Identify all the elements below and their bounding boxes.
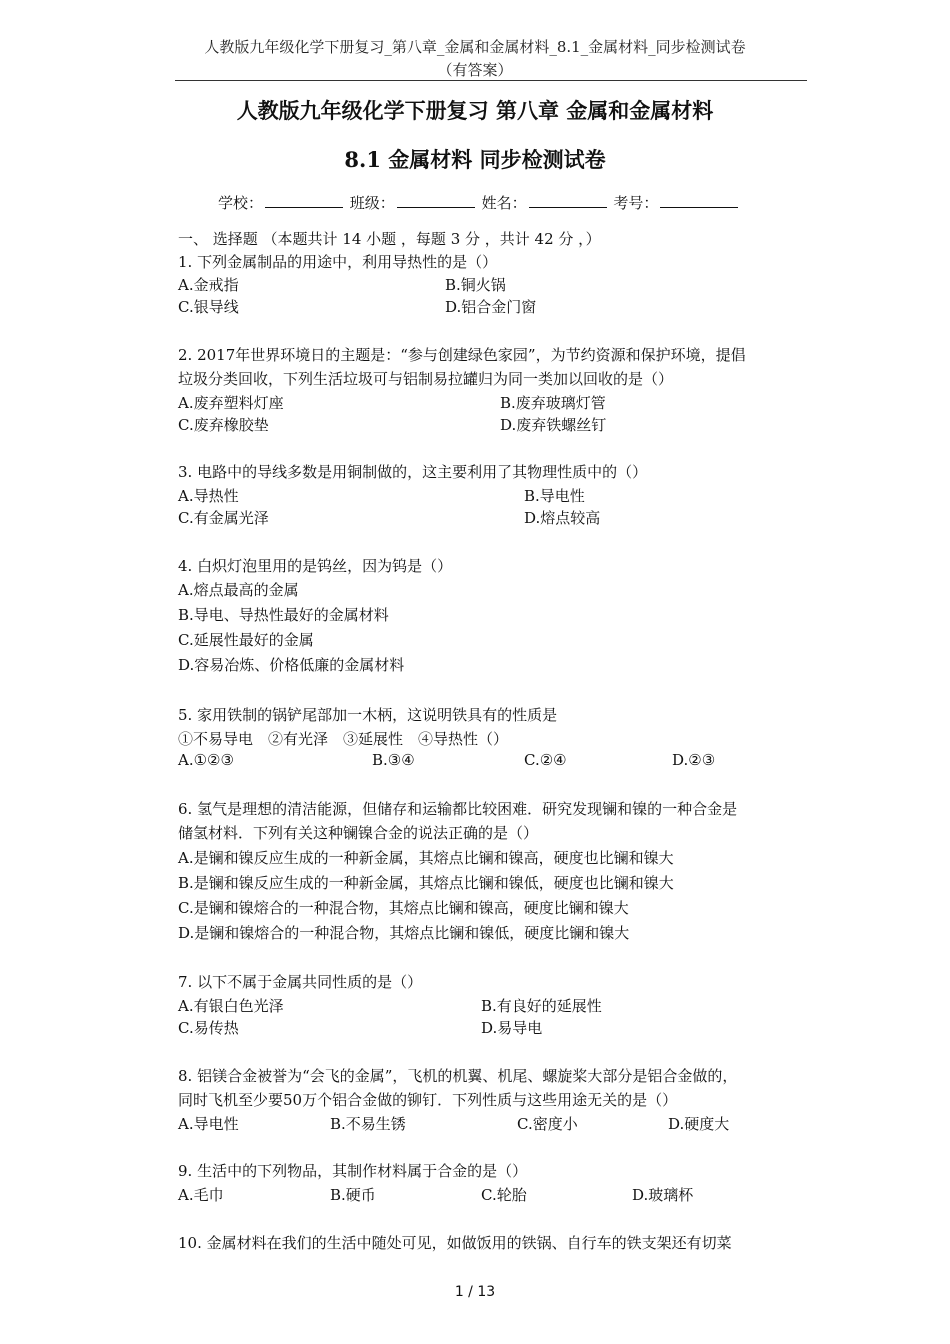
q2-option-c: C.废弃橡胶垫 — [178, 416, 269, 434]
q6-option-c: C.是镧和镍熔合的一种混合物，其熔点比镧和镍高，硬度比镧和镍大 — [178, 899, 629, 917]
q7-option-c: C.易传热 — [178, 1019, 239, 1037]
q4-option-b: B.导电、导热性最好的金属材料 — [178, 606, 389, 624]
question-3-stem: 3. 电路中的导线多数是用铜制做的，这主要利用了其物理性质中的（） — [178, 463, 648, 481]
q8-option-a: A.导电性 — [178, 1115, 239, 1133]
question-1-stem: 1. 下列金属制品的用途中，利用导热性的是（） — [178, 253, 498, 271]
name-label: 姓名： — [481, 194, 527, 212]
question-7-stem: 7. 以下不属于金属共同性质的是（） — [178, 973, 423, 991]
q1-option-c: C.银导线 — [178, 298, 239, 316]
q6-option-a: A.是镧和镍反应生成的一种新金属，其熔点比镧和镍高，硬度也比镧和镍大 — [178, 849, 674, 867]
question-9-stem: 9. 生活中的下列物品，其制作材料属于合金的是（） — [178, 1162, 528, 1180]
question-2-stem-line2: 垃圾分类回收，下列生活垃圾可与铝制易拉罐归为同一类加以回收的是（） — [178, 370, 674, 388]
q9-option-b: B.硬币 — [330, 1186, 376, 1204]
doc-header-line2: （有答案） — [437, 61, 513, 79]
q4-option-d: D.容易冶炼、价格低廉的金属材料 — [178, 656, 405, 674]
q8-option-d: D.硬度大 — [668, 1115, 730, 1133]
q5-option-b: B.③④ — [372, 751, 415, 769]
school-blank — [265, 193, 343, 208]
q6-option-d: D.是镧和镍熔合的一种混合物，其熔点比镧和镍低，硬度比镧和镍大 — [178, 924, 630, 942]
q5-option-d: D.②③ — [672, 751, 716, 769]
q2-option-a: A.废弃塑料灯座 — [178, 394, 284, 412]
q2-option-d: D.废弃铁螺丝钉 — [500, 416, 607, 434]
q3-option-c: C.有金属光泽 — [178, 509, 269, 527]
q4-option-c: C.延展性最好的金属 — [178, 631, 314, 649]
q5-option-a: A.①②③ — [178, 751, 234, 769]
name-blank — [529, 193, 607, 208]
page-title: 人教版九年级化学下册复习 第八章 金属和金属材料 — [236, 98, 714, 123]
question-2-stem-line1: 2. 2017年世界环境日的主题是：“参与创建绿色家园”，为节约资源和保护环境，提倡 — [178, 346, 746, 364]
question-5-stem-line1: 5. 家用铁制的锅铲尾部加一木柄，这说明铁具有的性质是 — [178, 706, 558, 724]
question-10-stem: 10. 金属材料在我们的生活中随处可见，如做饭用的铁锅、自行车的铁支架还有切菜 — [178, 1234, 732, 1252]
q7-option-d: D.易导电 — [481, 1019, 543, 1037]
number-label: 考号： — [613, 194, 659, 212]
question-8-stem-line2: 同时飞机至少要50万个铝合金做的铆钉．下列性质与这些用途无关的是（） — [178, 1091, 678, 1109]
q8-option-b: B.不易生锈 — [330, 1115, 406, 1133]
student-info-row — [218, 192, 740, 213]
question-6-stem-line2: 储氢材料．下列有关这种镧镍合金的说法正确的是（） — [178, 824, 539, 842]
header-divider — [175, 80, 807, 81]
q1-option-b: B.铜火锅 — [445, 276, 506, 294]
q1-option-d: D.铝合金门窗 — [445, 298, 537, 316]
doc-header-line1: 人教版九年级化学下册复习_第八章_金属和金属材料_8.1_金属材料_同步检测试卷 — [204, 38, 746, 56]
q3-option-a: A.导热性 — [178, 487, 239, 505]
number-blank — [660, 193, 738, 208]
q5-option-c: C.②④ — [524, 751, 567, 769]
class-blank — [397, 193, 475, 208]
question-6-stem-line1: 6. 氢气是理想的清洁能源，但储存和运输都比较困难．研究发现镧和镍的一种合金是 — [178, 800, 738, 818]
q7-option-a: A.有银白色光泽 — [178, 997, 284, 1015]
question-8-stem-line1: 8. 铝镁合金被誉为“会飞的金属”，飞机的机翼、机尾、螺旋桨大部分是铝合金做的， — [178, 1067, 738, 1085]
q3-option-b: B.导电性 — [524, 487, 585, 505]
page-number: 1 / 13 — [454, 1284, 496, 1300]
q8-option-c: C.密度小 — [517, 1115, 578, 1133]
question-4-stem: 4. 白炽灯泡里用的是钨丝，因为钨是（） — [178, 557, 453, 575]
school-label: 学校： — [218, 194, 264, 212]
section-heading: 一、 选择题 （本题共计 14 小题 ，每题 3 分 ，共计 42 分 ，） — [178, 230, 601, 248]
q9-option-d: D.玻璃杯 — [632, 1186, 694, 1204]
q6-option-b: B.是镧和镍反应生成的一种新金属，其熔点比镧和镍低，硬度也比镧和镍大 — [178, 874, 674, 892]
question-5-stem-line2: ①不易导电 ②有光泽 ③延展性 ④导热性（） — [178, 730, 509, 748]
q3-option-d: D.熔点较高 — [524, 509, 601, 527]
q9-option-c: C.轮胎 — [481, 1186, 527, 1204]
q9-option-a: A.毛巾 — [178, 1186, 224, 1204]
q7-option-b: B.有良好的延展性 — [481, 997, 602, 1015]
page-subtitle: 8.1 金属材料 同步检测试卷 — [344, 147, 606, 172]
class-label: 班级： — [349, 194, 395, 212]
q4-option-a: A.熔点最高的金属 — [178, 581, 299, 599]
q1-option-a: A.金戒指 — [178, 276, 239, 294]
q2-option-b: B.废弃玻璃灯管 — [500, 394, 606, 412]
